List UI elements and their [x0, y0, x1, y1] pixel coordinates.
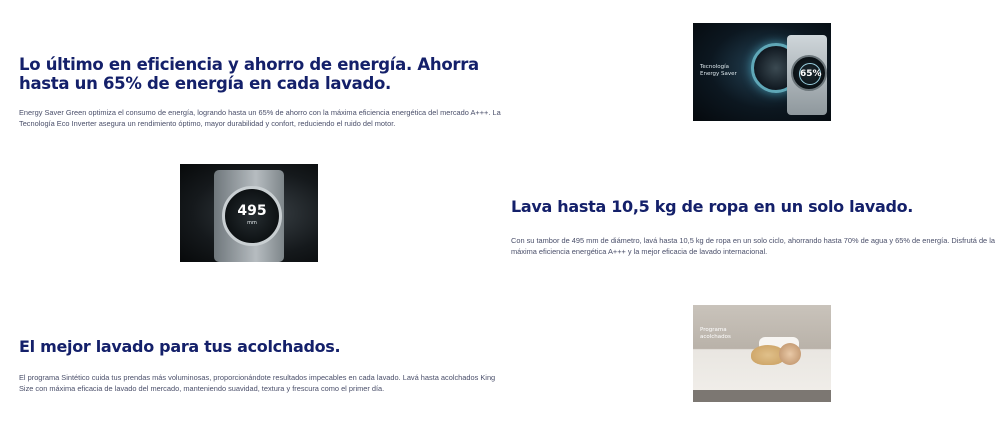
drum-door [222, 186, 282, 246]
section-energy [19, 55, 509, 129]
section-duvets [19, 337, 509, 394]
program-label: Programa acolchados [700, 327, 731, 340]
section-title: Lava hasta 10,5 kg de ropa en un solo lavado. [511, 197, 914, 216]
section-title: El mejor lavado para tus acolchados. [19, 337, 341, 356]
section-description: Energy Saver Green optimiza el consumo de energía, logrando hasta un 65% de ahorro con la máxima eficiencia energética del mercado A+++. La Tecnología Eco Inverter asegura un rendimiento óptimo, mayor durabilidad y confort, reduciendo el ruido del motor. [19, 108, 501, 128]
washer-graphic [787, 35, 827, 115]
drum-size-unit: mm [247, 220, 257, 226]
duvet-program-image [693, 305, 831, 402]
person-graphic [779, 343, 801, 365]
section-capacity [511, 197, 996, 257]
bed-frame-graphic [693, 390, 831, 402]
energy-saver-image [693, 23, 831, 121]
washer-graphic [214, 170, 284, 262]
section-description: El programa Sintético cuida tus prendas más voluminosas, proporcionándote resultados impecables en cada lavado. Lavá hasta acolchados King Size con máxima eficacia de lavado del mercado, manteniendo suavidad, textura y frescura como el primer día. [19, 373, 496, 393]
energy-saver-label: Tecnología Energy Saver [700, 64, 737, 77]
drum-size-number: 495 [237, 203, 267, 219]
section-description: Con su tambor de 495 mm de diámetro, lavá hasta 10,5 kg de ropa en un solo ciclo, ahorrando hasta 70% de agua y 65% de energía. Disfrutá de la máxima eficiencia energética A+++ y la mejor eficacia de lavado internacional. [511, 236, 995, 256]
drum-size-image [180, 164, 318, 262]
section-title: Lo último en eficiencia y ahorro de energía. Ahorra hasta un 65% de energía en cada lavado. [19, 55, 479, 93]
savings-badge: 65% [799, 63, 821, 85]
